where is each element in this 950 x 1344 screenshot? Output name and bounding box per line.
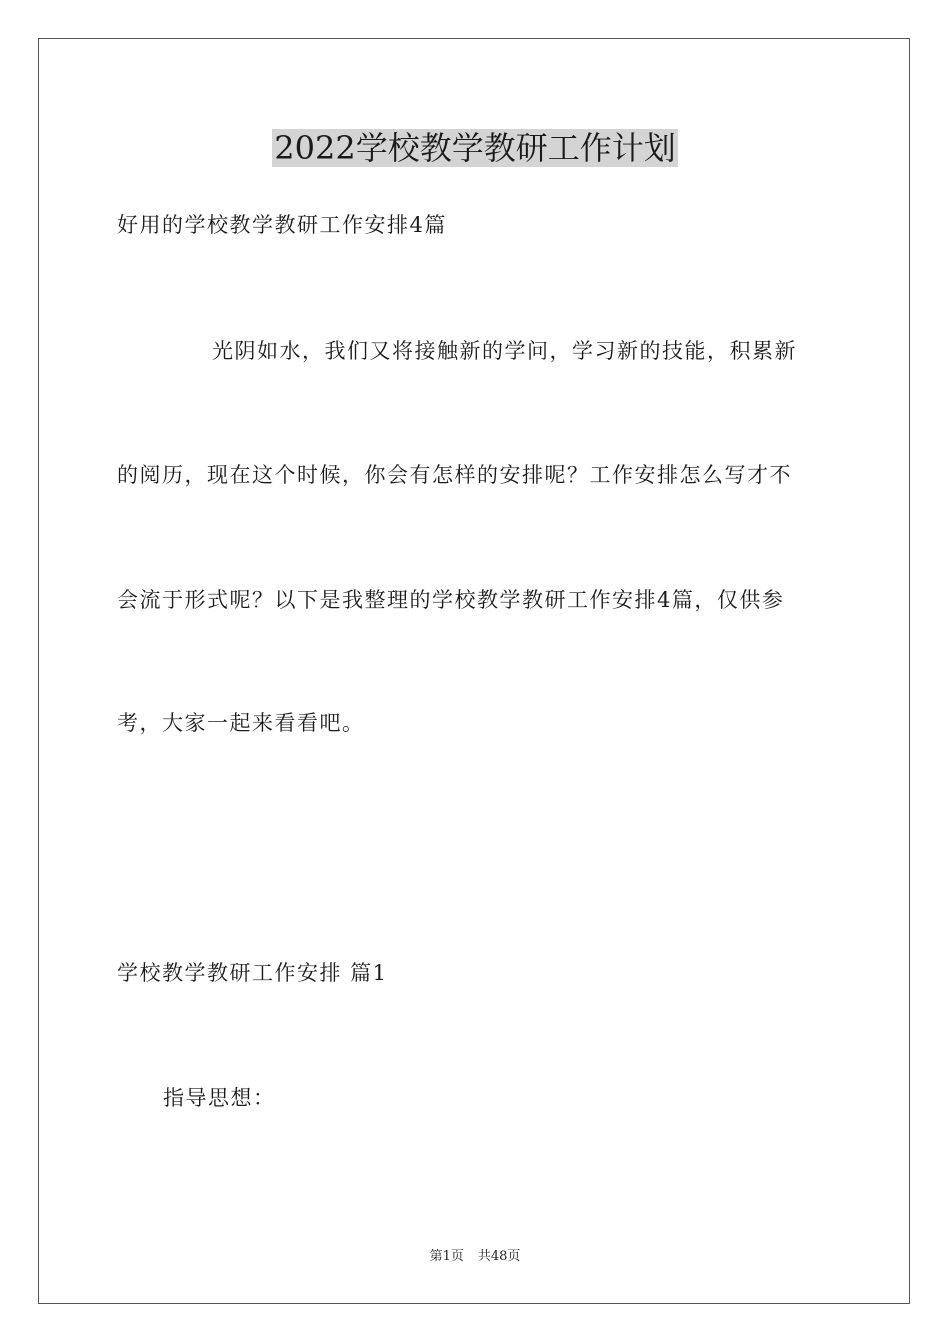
intro-paragraph-line-4: 考，大家一起来看看吧。 <box>117 711 365 735</box>
document-title <box>0 126 950 170</box>
document-subtitle: 好用的学校教学教研工作安排4篇 <box>117 213 447 237</box>
section-heading: 学校教学教研工作安排 篇1 <box>117 961 388 985</box>
page-footer <box>0 1249 950 1265</box>
document-title-text: 2022学校教学教研工作计划 <box>274 129 676 167</box>
intro-paragraph-line-1: 光阴如水，我们又将接触新的学问，学习新的技能，积累新 <box>212 339 797 363</box>
page-number: 第1页 <box>429 1249 464 1264</box>
intro-paragraph-line-2: 的阅历，现在这个时候，你会有怎样的安排呢？工作安排怎么写才不 <box>117 463 792 487</box>
page-total: 共48页 <box>477 1249 521 1264</box>
intro-paragraph-line-3: 会流于形式呢？以下是我整理的学校教学教研工作安排4篇，仅供参 <box>117 588 785 612</box>
guide-heading: 指导思想： <box>163 1086 276 1110</box>
